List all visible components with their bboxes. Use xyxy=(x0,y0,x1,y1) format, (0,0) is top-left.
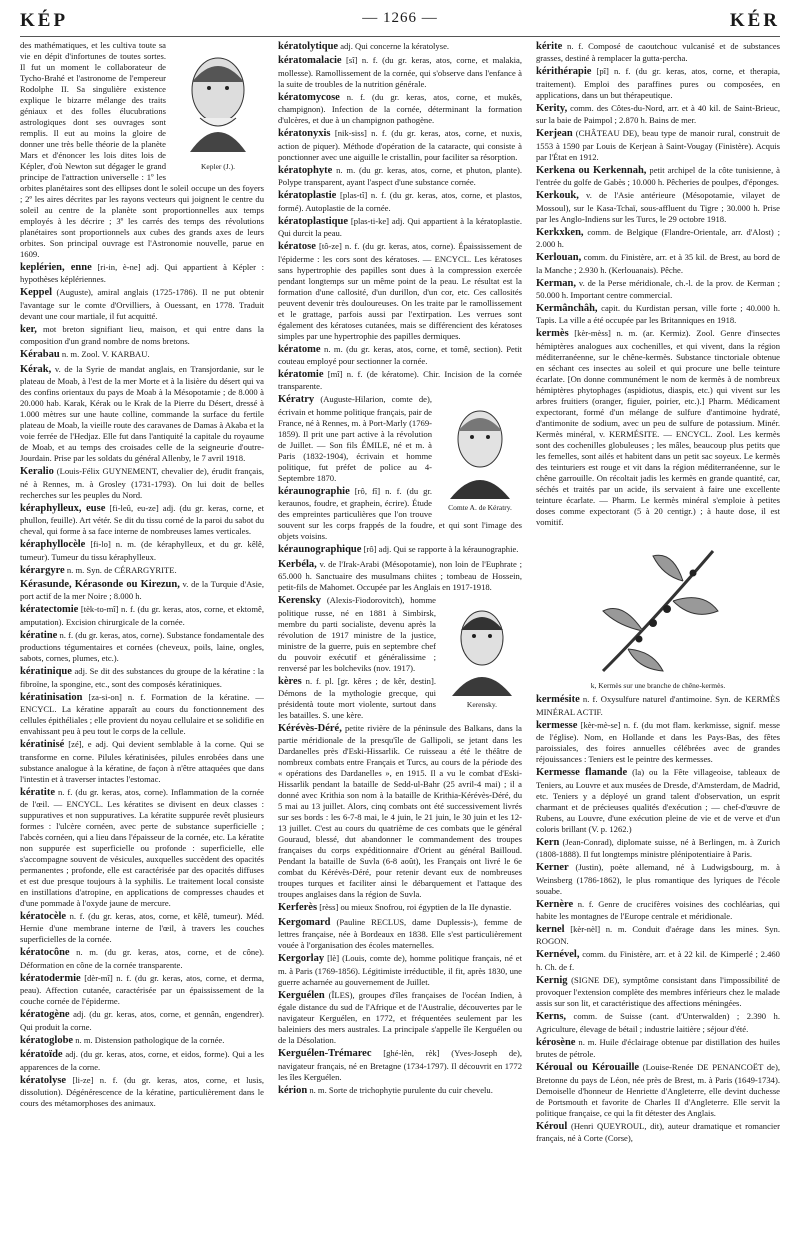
entry-definition: [kèr-mèss] n. m. (ar. Kermiz). Zool. Genre d'insectes hémiptères analogues aux cochenilles, et qui vivent, dans la région méditerranéenne, sur le chêne-kermès. Substance tinctoriale obtenue en séchant ces insectes au soleil et qui procure une belle teinture écarlate. [On donne communément le nom de kermès à de nombreux hémiptères phytophages (aspidiotus, diaspis, etc.) qui vivent sur les arbres fruitiers (oranger, figuier, poirier, etc.).] Pharm. Médicament expectorant, formé d'un mélange de sulfure d'antimoine hydraté, d'antimonite de sodium, avec un peu de sulfure de potassium. Minér. Kermès minéral, v. KERMÉSITE. — ENCYCL. Zool. Les kermès sont des cochenilles globuleuses ; les mâles, beaucoup plus petits que les femelles, sont ailés et habitent dans un petit sac soyeux. Le kermès des teinturiers est rouge et vit dans la région méditerranéenne, sur le chêne garrouille. On récoltait jadis les kermès en grande quantité, car, séchés et traités par un acide, ils servaient à faire une excellente teinture écarlate. — Pharm. Le kermès minéral s'emploie à petites doses comme expectorant (5 à 20 centigr.) ; à haute dose, il est vomitif. xyxy=(536,328,780,527)
dictionary-entry xyxy=(278,1084,522,1097)
entry-headword: Kerbéla, xyxy=(278,558,317,570)
entry-headword: Kerjean xyxy=(536,128,573,140)
dictionary-entry xyxy=(278,189,522,213)
entry-headword: Kernével, xyxy=(536,949,580,961)
dictionary-entry xyxy=(20,629,264,664)
entry-definition: capit. du Kurdistan persan, ville forte ; 40.000 h. Tapis. La ville a été occupée par les Britanniques en 1918. xyxy=(536,302,780,326)
dictionary-entry xyxy=(20,603,264,627)
entry-definition: n. f. Composé de caoutchouc vulcanisé et de substances grasses, destiné à remplacer la gutta-percha. xyxy=(536,41,780,64)
dictionary-entry xyxy=(20,564,264,577)
entry-headword: Kerkena ou Kerkennah, xyxy=(536,164,647,176)
entry-definition: n. m. (du gr. keras, atos, corne, et tomê, section). Petit couteau employé pour sectionner la cornée. xyxy=(278,343,522,366)
entry-headword: kérion xyxy=(278,1084,308,1096)
entry-definition: [nik-siss] n. f. (du gr. keras, atos, corne, et nuxis, action de piquer). Méthode d'opération de la cataracte, qui consiste à ponctionner avec une aiguille le cristallin, pour faciliter sa résorption. xyxy=(278,128,522,162)
entry-headword: Keppel xyxy=(20,287,53,299)
dictionary-entry xyxy=(536,40,780,64)
entry-definition: adj. (du gr. keras, atos, corne, et gennân, engendrer). Qui produit la corne. xyxy=(20,1009,264,1032)
dictionary-entry xyxy=(20,910,264,945)
dictionary-entry xyxy=(20,1048,264,1072)
dictionary-entry xyxy=(536,277,780,301)
entry-headword: kératophyte xyxy=(278,164,333,176)
entry-definition: [lè] (Louis, comte de), homme politique français, né et m. à Paris (1769-1856). Légitimiste irréductible, il fit, après 1830, une guerre acharnée au gouvernement de Juillet. xyxy=(278,953,522,987)
entry-definition: comm. du Finistère, arr. et à 22 kil. de Kimperlé ; 2.460 h. Ch. de f. xyxy=(536,949,780,972)
entry-definition: [dèr-mî] n. f. (du gr. keras, atos, corne, et derma, peau). Affection cutanée, caractérisée par un épaississement de la couche cornée de l'épiderme. xyxy=(20,972,264,1007)
entry-headword: Kermesse flamande xyxy=(536,767,628,779)
entry-definition: [zé], e adj. Qui devient semblable à la corne. Qui se transforme en corne. Pilules kératinisées, pilules enrobées dans une substance analogue à la kératine, de façon à n'être attaquées que dans l'intestin et à traverser intactes l'estomac. xyxy=(20,739,264,784)
dictionary-entry xyxy=(278,543,522,556)
dictionary-entry xyxy=(20,1008,264,1032)
entry-definition: (CHÂTEAU DE), beau type de manoir rural, construit de 1553 à 1590 par Louis de Kerjean à Saint-Vougay (Finistère). Acquis par l'État en 1912. xyxy=(536,128,780,162)
column-3 xyxy=(536,40,780,1230)
dictionary-entry xyxy=(20,578,264,602)
entry-headword: kermesse xyxy=(536,719,578,731)
entry-definition: (Justin), poète allemand, né à Ludwigsbourg, m. à Weinsberg (1786-1862), le plus romantique des lyriques de l'école souabe. xyxy=(536,862,780,896)
dictionary-entry xyxy=(278,558,522,593)
entry-definition: [rèss] ou mieux Snofrou, roi égyptien de la IIe dynastie. xyxy=(319,902,512,913)
entry-definition: [fi-leû, eu-ze] adj. (du gr. keras, corne, et phullon, feuille). Art vétér. Se dit du tissu corné de la paroi du sabot du cheval, qui forme à sa face interne de nombreuses lames verticales. xyxy=(20,502,264,537)
column-2 xyxy=(278,40,522,1230)
dictionary-entry xyxy=(536,766,780,834)
entry-headword: kérosène xyxy=(536,1036,576,1048)
dictionary-entry xyxy=(536,302,780,326)
dictionary-entry xyxy=(536,251,780,275)
entry-headword: Kerns, xyxy=(536,1011,567,1023)
entry-definition: n. f. (du gr. keras, atos, corne, et kêlê, tumeur). Méd. Hernie d'une membrane interne de l'œil, à travers les couches superficielles de la cornée. xyxy=(20,911,264,945)
entry-headword: kératome xyxy=(278,343,321,355)
entry-headword: Kéroual ou Kérouaille xyxy=(536,1062,640,1074)
dictionary-entry xyxy=(278,54,522,89)
entry-definition: v. de la Syrie de mandat anglais, en Transjordanie, sur le plateau de Moab, à l'est de la mer Morte et à la lisière du désert qui va des confins orientaux du pays de Moab à la Mésopotamie ; de 8.000 à 20.000 hab. Karak, Kérak ou le Krak de la Pierre du Désert, dressé à 1.000 mètres sur une haute colline, commande la surface du fertile plateau de Moab, la vieille route des caravanes de Damas à Akaba et la voie ferrée de l'Hedjaz. Elle fut dans l'antiquité la capitale du royaume de Moab, et au temps des croisades celle de la seigneurie d'outre-Jourdain. Prise par les soldats du général Allenby, le 7 avril 1918. xyxy=(20,363,264,464)
entry-headword: kératolyse xyxy=(20,1074,67,1086)
kermes-caption: k, Kermès sur une branche de chêne-kermès. xyxy=(590,680,726,690)
entry-definition: n. f. pl. [gr. kêres ; de kêr, destin]. Démons de la mythologie grecque, qui présidentà toute mort violente, surtout dans les batailles. S. une kère. xyxy=(278,675,436,720)
entry-definition: n. m. (du gr. keras, atos, corne, et phuton, plante). Polype transparent, ayant l'aspect d'une substance cornée. xyxy=(278,164,522,188)
entry-definition: v. de l'Irak-Arabi (Mésopotamie), non loin de l'Euphrate ; 65.000 h. Sanctuaire des musulmans chiites ; tombeau de Hossein, petit-fils de Mahomet. Occupée par les Anglais en 1917-1918. xyxy=(278,558,522,593)
entry-headword: Kerner xyxy=(536,862,569,874)
entry-definition: [ghé-lèn, rèk] (Yves-Joseph de), navigateur français, né en Bretagne (1734-1797). Il découvrit en 1772 les îles Kerguélen. xyxy=(278,1048,522,1082)
dictionary-entry xyxy=(20,286,264,321)
dictionary-entry xyxy=(278,916,522,951)
dictionary-entry xyxy=(20,972,264,1007)
entry-definition: n. m. Zool. V. KARBAU. xyxy=(61,349,150,360)
entry-definition: v. de la Turquie d'Asie, port actif de la mer Noire ; 8.000 h. xyxy=(20,578,264,602)
dictionary-entry xyxy=(20,323,264,347)
entry-definition: (Alexis-Fiodorovitch), homme politique russe, né en 1881 à Simbirsk, membre du parti socialiste, devenu après la révolution de 1917 ministre de la justice, ministre de la guerre, puis en septembre chef du pouvoir exécutif et généralissime ; renversé par les bolcheviks (nov. 1917). xyxy=(278,595,436,673)
dictionary-entry xyxy=(278,343,522,367)
kerensky-portrait-image xyxy=(442,596,522,700)
entry-definition: n. f. (du gr. keras, atos, corne). Inflammation de la cornée de l'œil. — ENCYCL. Les kératites se divisent en deux classes : suppuratives et non suppuratives. La kératite suppurée revêt plusieurs formes : l'ulcère cornéen, avec perte de substance superficielle ; l'abcès cornéen, qui a lieu dans l'épaisseur de la cornée, etc. La kératite non suppurée est superficielle ou profonde : superficielle, elle s'accompagne souvent de vésicules, auxquelles succèdent des opacités permanentes ; profonde, elle est caractérisée par des opacités diffuses et est due presque toujours à la syphilis. Le traitement local consiste en instillations d'atropine, en applications de compresses chaudes et d'une pommade à l'oxyde jaune de mercure. xyxy=(20,786,264,908)
entry-headword: kermès xyxy=(536,328,569,340)
entry-definition: n. f. (du gr. keras, atos, corne). Substance fondamentale des productions tégumentaires et cornées (cheveux, poils, laine, ongles, sabots, cornes, plumes, etc.). xyxy=(20,629,264,664)
entry-headword: kéraphyllocèle xyxy=(20,539,86,551)
entry-headword: kératoplastie xyxy=(278,190,337,202)
header-right-guideword: KÉR xyxy=(729,10,780,31)
entry-headword: Kergorlay xyxy=(278,953,325,965)
entry-headword: kératolytique xyxy=(278,41,339,52)
entry-headword: kératocône xyxy=(20,947,70,959)
dictionary-entry xyxy=(278,164,522,188)
entry-definition: [kèr-mè-se] n. f. (du mot flam. kerkmisse, signif. messe de l'église). Nom, en Hollande et dans les Pays-Bas, des fêtes paroissiales, des foires annuelles célébrées avec de grandes réjouissances : Teniers est le peintre des kermesses. xyxy=(536,719,780,765)
keratry-caption: Comte A. de Kératry. xyxy=(448,503,512,513)
entry-definition: (Auguste), amiral anglais (1725-1786). Il ne put obtenir l'avantage sur le comte d'Orvilliers, à Ouessant, en 1778. Traduit devant une cour martiale, il fut acquitté. xyxy=(20,287,264,321)
entry-definition: (la) ou la Fête villageoise, tableaux de Teniers, au Louvre et aux musées de Dresde, d'Amsterdam, de Madrid, etc. Teniers y a déployé un grand talent d'observation, un esprit charmant et de précieuses qualités d'exécution ; — chef-d'œuvre de Rubens, au Louvre, d'une exécution pleine de vie et de verve et d'un coloris brillant (V. p. 1262.) xyxy=(536,767,780,834)
kermes-branch-image xyxy=(583,531,733,681)
dictionary-entry xyxy=(536,127,780,162)
dictionary-entry xyxy=(278,127,522,162)
entry-headword: ker, xyxy=(20,323,37,335)
entry-definition: n. f. Genre de crucifères voisines des cochléarias, qui habite les montagnes de l'Europe centrale et méridionale. xyxy=(536,898,780,922)
entry-definition: [tèk-to-mî] n. f. (du gr. keras, atos, corne, et ektomê, amputation). Excision chirurgicale de la cornée. xyxy=(20,604,264,627)
dictionary-entry xyxy=(536,102,780,126)
entry-headword: kératonyxis xyxy=(278,128,331,140)
entry-headword: Kernig xyxy=(536,974,568,986)
page-header xyxy=(20,10,780,32)
entry-headword: kermésite xyxy=(536,694,580,706)
entry-headword: Kerguélen xyxy=(278,989,325,1001)
dictionary-columns xyxy=(20,40,780,1230)
entry-headword: kéraunographique xyxy=(278,544,362,556)
entry-headword: Kerlouan, xyxy=(536,252,582,264)
entry-headword: Kérévès-Déré, xyxy=(278,723,342,734)
entry-headword: kératomycose xyxy=(278,91,340,103)
entry-definition: (ÎLES), groupes d'îles françaises de l'océan Indien, à égale distance du sud de l'Afrique et de l'Australie, découvertes par le navigateur Kerguélen, en 1772, et fréquentées seulement par les baleiniers des mers australes. La principale s'appelle île Kerguélen ou de la Désolation. xyxy=(278,989,522,1046)
entry-headword: kératomalacie xyxy=(278,55,342,67)
entry-definition: [tô-ze] n. f. (du gr. keras, atos, corne). Épaississement de l'épiderme : les cors sont des kératoses. — ENCYCL. Les kératoses sans hypertrophie des papilles sont dues à la compression exercée pendant longtemps sur un même point de la peau. Le résultat est la formation d'une callosité, d'un durillon, d'un cor, etc. Ces callosités peuvent devenir très douloureuses. On les traite par le ramollissement et le grattage, parfois aussi par l'extirpation. Les verrues sont également des kératoses cutanées, mais se différencient des kératoses simples par une hypertrophie des papilles dermiques. xyxy=(278,241,522,341)
entry-headword: Kéroul xyxy=(536,1120,568,1132)
entry-definition: n. m. Syn. de CÉRARGYRITE. xyxy=(66,564,177,575)
entry-headword: Kern xyxy=(536,836,560,848)
entry-definition: [sî] n. f. (du gr. keras, atos, corne, et malakia, mollesse). Ramollissement de la cornée, qui s'observe dans l'enfance à la suite de troubles de la nutrition générale. xyxy=(278,55,522,89)
dictionary-entry xyxy=(20,1034,264,1047)
entry-headword: kératite xyxy=(20,786,55,798)
header-rule xyxy=(20,36,780,37)
dictionary-entry xyxy=(20,465,264,500)
kerensky-portrait xyxy=(442,596,522,710)
entry-definition: n. m. (du gr. keras, atos, corne, et de cône). Déformation en cône de la cornée transparente. xyxy=(20,947,264,970)
entry-definition: n. m. Sorte de trichophytie purulente du cuir chevelu. xyxy=(309,1084,493,1095)
entry-headword: keplérien, enne xyxy=(20,262,92,273)
entry-headword: kératoplastique xyxy=(278,215,349,227)
entry-definition: [plas-ti-ke] adj. Qui appartient à la kératoplastie. Qui durcit la peau. xyxy=(278,215,522,239)
dictionary-entry xyxy=(278,40,522,53)
dictionary-entry xyxy=(536,65,780,100)
keratry-portrait xyxy=(438,395,522,513)
entry-definition: comm. des Côtes-du-Nord, arr. et à 40 kil. de Saint-Brieuc, sur la baie de Paimpol ; 2.870 h. Bains de mer. xyxy=(536,102,780,126)
entry-headword: Kérasunde, Kérasonde ou Kirezun, xyxy=(20,578,180,590)
entry-definition: (SIGNE DE), symptôme consistant dans l'impossibilité de provoquer l'extension complète des membres inférieurs chez le malade assis sur son lit, et caractéristique des affections méningées. xyxy=(536,974,780,1009)
entry-headword: kérargyre xyxy=(20,564,65,576)
entry-definition: (Jean-Conrad), diplomate suisse, né à Berlingen, m. à Zurich (1808-1888). Il fut longtemps ministre plénipotentiaire à Paris. xyxy=(536,836,780,860)
entry-headword: kératomie xyxy=(278,368,324,380)
entry-definition: (Louise-Renée DE PENANCOËT de), Bretonne du pays de Léon, née près de Brest, m. à Paris (1649-1734). Demoiselle d'honneur de Henriette d'Angleterre, elle devint duchesse de Portsmouth et favorite de Charles II d'Angleterre. Elle servit la politique française, ce qui la fit détester des Anglais. xyxy=(536,1062,780,1118)
kepler-caption: Kepler (J.). xyxy=(201,162,235,171)
dictionary-entry xyxy=(536,974,780,1009)
entry-definition: (Henri QUEYROUL, dit), auteur dramatique et romancier français, né à Corte (Corse), xyxy=(536,1120,780,1144)
entry-headword: kératectomie xyxy=(20,604,79,616)
dictionary-entry xyxy=(20,786,264,909)
entry-headword: Kermânchâh, xyxy=(536,302,598,314)
dictionary-entry xyxy=(536,164,780,188)
dictionary-entry xyxy=(536,1120,780,1144)
entry-definition: v. de la Perse méridionale, ch.-l. de la prov. de Kerman ; 50.000 h. Important centre commercial. xyxy=(536,277,780,300)
entry-definition: [li-ze] n. f. (du gr. keras, atos, corne, et lusis, dissolution). Dégénérescence de la kératine, particulièrement dans le cours des métamorphoses des animaux. xyxy=(20,1074,264,1109)
kerensky-caption: Kerensky. xyxy=(466,700,498,710)
entry-definition: (Louis-Félix GUYNEMENT, chevalier de), érudit français, né à Rennes, m. à Grosley (1731-1793). On lui doit de belles recherches sur les peuples du Nord. xyxy=(20,466,264,500)
dictionary-entry xyxy=(278,215,522,239)
dictionary-entry xyxy=(20,665,264,689)
entry-headword: Kerguélen-Trémarec xyxy=(278,1048,372,1060)
dictionary-entry xyxy=(278,240,522,341)
entry-headword: Kerferès xyxy=(278,902,318,914)
entry-headword: Kerkxken, xyxy=(536,226,584,238)
dictionary-entry xyxy=(20,1074,264,1109)
entry-definition: (Auguste-Hilarion, comte de), écrivain et homme politique français, pair de France, né à Rennes, m. à Port-Marly (1769-1859). Il prit une part active à la révolution de Juillet. — Son fils ÉMILE, né et m. à Paris (1832-1904), écrivain et homme politique, fut préfet de police au 4-Septembre 1870. xyxy=(278,394,432,483)
dictionary-entry xyxy=(536,836,780,860)
entry-headword: kérithérapie xyxy=(536,66,592,78)
dictionary-entry xyxy=(20,261,264,285)
entry-definition: n. f. (du gr. keras, atos, corne, et mukês, champignon). Infection de la cornée, déterminant la formation d'ulcères, et due à un champignon pathogène. xyxy=(278,91,522,126)
kermes-illustration xyxy=(583,531,733,691)
entry-headword: Kérak, xyxy=(20,363,52,375)
entry-headword: kératose xyxy=(278,241,316,253)
dictionary-entry xyxy=(20,363,264,464)
entry-definition: n. f. Oxysulfure naturel d'antimoine. Syn. de KERMÈS MINÉRAL ACTIF. xyxy=(536,694,780,717)
dictionary-entry xyxy=(20,738,264,784)
entry-headword: kératoglobe xyxy=(20,1034,74,1046)
entry-headword: kéraunographie xyxy=(278,485,350,497)
entry-headword: Kérabau xyxy=(20,349,60,361)
entry-definition: [fi-lo] n. m. (de kéraphylleux, et du gr. kêlê, tumeur). Tumeur du tissu kéraphylleux. xyxy=(20,539,264,562)
dictionary-entry xyxy=(536,898,780,922)
dictionary-entry xyxy=(20,348,264,361)
dictionary-entry xyxy=(20,538,264,562)
dictionary-entry xyxy=(278,989,522,1046)
entry-definition: [rô, fî] n. f. (du gr. keraunos, foudre, et graphein, écrire). Étude des empreintes particulières que l'on trouve souvent sur les corps frappés de la foudre, et qui sont l'image des objets voisins. xyxy=(278,485,522,542)
entry-definition: [rô] adj. Qui se rapporte à la kéraunographie. xyxy=(363,544,519,555)
entry-definition: comm. du Finistère, arr. et à 35 kil. de Brest, au bord de la Manche ; 2.930 h. (Kerlouanais). Pêche. xyxy=(536,252,780,275)
dictionary-entry xyxy=(278,91,522,126)
dictionary-entry xyxy=(536,923,780,947)
entry-definition: comm. de Suisse (cant. d'Unterwalden) ; 2.390 h. Agriculture, élevage de bétail ; industrie laitière ; séjour d'été. xyxy=(536,1011,780,1034)
dictionary-entry xyxy=(536,719,780,765)
entry-headword: Kergomard xyxy=(278,916,331,928)
entry-definition: des mathématiques, et les cultiva toute sa vie en dépit d'infortunes de toutes sortes. Il fut un moment le collaborateur de Tycho-Brahé et l'astronome de l'empereur Rodolphe II. Sa singulière existence explique le bizarre mélange des traits géniaux et des folles élucubrations astrologiques dont ses ouvrages sont remplis. Il eut au moins la gloire de donner une très belle théorie de la planète Mars et d'énoncer les lois dites lois de Képler, d'où Newton sut dégager le grand principe de l'attraction universelle : 1º les orbites planétaires sont des ellipses dont le soleil occupe un des foyers ; 2º les aires décrites par les rayons vecteurs qui joignent le centre du soleil au centre de la planète sont proportionnelles aux temps employés à les décrire ; 3º les carrés des temps des révolutions planétaires sont proportionnels aux cubes des grands axes de leurs orbites. Son principal ouvrage est l'Astronomie nouvelle, parue en 1609. xyxy=(20,40,264,259)
entry-definition: [ri-in, è-ne] adj. Qui appartient à Képler : hypothèses képlériennes. xyxy=(20,262,264,285)
entry-definition: [mî] n. f. (de kératome). Chir. Incision de la cornée transparente. xyxy=(278,368,522,392)
entry-definition: [kèr-nèl] n. m. Conduit d'aérage dans les mines. Syn. ROGON. xyxy=(536,924,780,947)
entry-headword: kératogène xyxy=(20,1009,70,1021)
entry-definition: (Pauline RECLUS, dame Duplessis-), femme de lettres française, née à Bordeaux en 1838. Elle s'est particulièrement vouée à l'organisation des écoles maternelles. xyxy=(278,916,522,951)
entry-definition: petite rivière de la péninsule des Balkans, dans la partie méridionale de la presqu'île de Gallipoli, se jetant dans les Dardanelles près d'Eski-Hissarlik. Ce ruisseau a été le théâtre de nombreux combats entre Français et Turcs, au cours de la période des « opérations des Dardanelles », en 1915. Il a vu le combat d'Eski-Hissarlik pendant la bataille de Sedd-ul-Bahr (25 avril-4 mai) ; il a donné avec Krithia son nom à la bataille de Krithia-Kérévès-Déré, du 5 mai au 13 juillet. Alors, cinq combats ont été successivement livrés sur ses bords : les 6-7-8 mai, le 4 juin, le 21 juin, le 30 juin et les 12-13 juillet. C'est au cours du quatrième de ces combats que le général Gouraud, blessé, dut abandonner le commandement des troupes françaises du corps expéditionnaire d'Orient au général Bailloud. Pendant la bataille de Suvla (6-8 août), les Français ont livré le 6e combat du Kérévès-Déré, pour retenir devant eux de nombreuses troupes turques et faciliter ainsi le débarquement et l'attaque des troupes anglaises dans la région de Suvla. xyxy=(278,723,522,900)
page-number: — 1266 — xyxy=(362,10,438,26)
header-left-guideword: KÉP xyxy=(20,10,69,31)
dictionary-entry xyxy=(536,1036,780,1060)
entry-headword: Kerman, xyxy=(536,277,576,289)
entry-definition: [za-si-on] n. f. Formation de la kératine. — ENCYCL. La kératine apparaît au cours du fonctionnement des cellules épithéliales ; elle provient du noyau cellulaire et se solidifie en envahissant peu à peu tout le corps de la cellule. xyxy=(20,691,264,737)
entry-headword: kératinique xyxy=(20,666,72,678)
entry-headword: kératine xyxy=(20,629,58,641)
entry-definition: [pî] n. f. (du gr. keras, atos, corne, et therapia, traitement). Emploi des paraffines pures ou composées, en applications, dans un but thérapeutique. xyxy=(536,66,780,100)
dictionary-entry xyxy=(278,1047,522,1082)
entry-definition: comm. de Belgique (Flandre-Orientale, arr. d'Alost) ; 2.000 h. xyxy=(536,226,780,250)
kepler-portrait xyxy=(172,42,264,172)
dictionary-entry xyxy=(278,901,522,914)
dictionary-entry xyxy=(20,691,264,737)
dictionary-entry xyxy=(20,502,264,537)
entry-definition: mot breton signifiant lieu, maison, et qui entre dans la composition d'un grand nombre de noms bretons. xyxy=(20,323,264,347)
dictionary-entry xyxy=(20,946,264,970)
entry-definition: n. m. Huile d'éclairage obtenue par distillation des huiles brutes de pétrole. xyxy=(536,1036,780,1060)
entry-headword: Keralio xyxy=(20,466,54,478)
entry-definition: adj. Se dit des substances du groupe de la kératine : la fibroïne, la spongine, etc., sont des composés kératiniques. xyxy=(20,666,264,689)
entry-headword: Kerity, xyxy=(536,102,568,114)
entry-headword: Kératry xyxy=(278,394,315,406)
entry-headword: kératodermie xyxy=(20,972,81,984)
entry-headword: kéraphylleux, euse xyxy=(20,502,106,514)
entry-headword: Kernère xyxy=(536,898,574,910)
dictionary-entry xyxy=(536,948,780,972)
keratry-portrait-image xyxy=(438,395,522,503)
entry-headword: kératinisation xyxy=(20,691,83,703)
dictionary-entry xyxy=(278,722,522,900)
entry-headword: kératoïde xyxy=(20,1049,63,1061)
entry-headword: kères xyxy=(278,675,302,687)
dictionary-entry xyxy=(536,1010,780,1034)
entry-definition: v. de l'Asie antérieure (Mésopotamie, vilayet de Mossoul), sur le Kasa-Tchaï, sous-affluent du Tigre ; 30.000 h. Prise par les Anglo-Indiens sur les Turcs, le 29 octobre 1918. xyxy=(536,190,780,224)
dictionary-entry xyxy=(536,189,780,224)
entry-headword: kernel xyxy=(536,924,565,936)
dictionary-entry xyxy=(278,368,522,392)
entry-headword: Kerensky xyxy=(278,595,321,607)
kepler-portrait-image xyxy=(172,42,264,162)
dictionary-entry xyxy=(536,861,780,896)
column-1 xyxy=(20,40,264,1230)
entry-headword: kératocèle xyxy=(20,911,67,922)
dictionary-entry xyxy=(536,327,780,527)
entry-definition: petit archipel de la côte tunisienne, à l'entrée du golfe de Gabès ; 10.000 h. Pêcheries de poulpes, d'éponges. xyxy=(536,164,780,188)
dictionary-entry xyxy=(278,952,522,987)
entry-headword: kérite xyxy=(536,41,563,52)
entry-definition: [plas-tî] n. f. (du gr. keras, atos, corne, et plastos, formé). Autoplastie de la cornée. xyxy=(278,190,522,213)
dictionary-entry xyxy=(536,693,780,717)
dictionary-entry xyxy=(536,226,780,250)
entry-definition: adj. (du gr. keras, atos, corne, et eidos, forme). Qui a les apparences de la corne. xyxy=(20,1049,264,1072)
entry-definition: n. m. Distension pathologique de la cornée. xyxy=(75,1034,225,1045)
dictionary-entry xyxy=(536,1061,780,1118)
entry-definition: adj. Qui concerne la kératolyse. xyxy=(340,41,450,51)
entry-headword: kératinisé xyxy=(20,739,65,751)
entry-headword: Kerkouk, xyxy=(536,190,579,202)
